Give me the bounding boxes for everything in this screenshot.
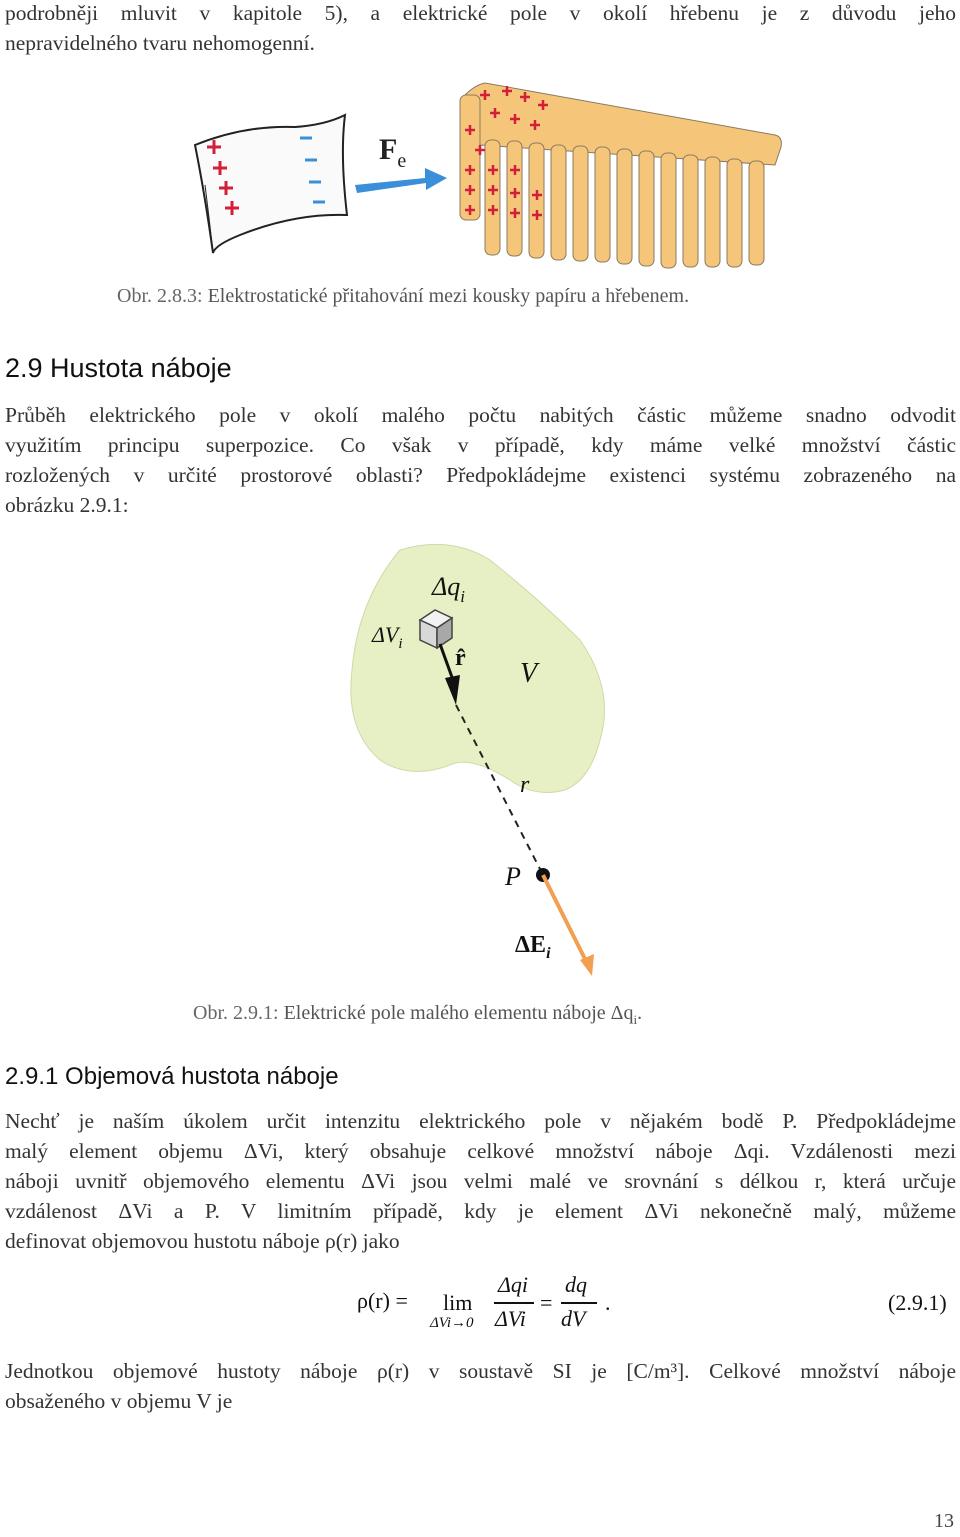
caption-text: Elektrostatické přitahování mezi kousky papíru a hřebenem. [202, 285, 690, 307]
eq-number: (2.9.1) [888, 1290, 947, 1315]
closing-line-2: obsaženého v objemu V je [5, 1389, 233, 1413]
subsection-title: 2.9.1 Objemová hustota náboje [5, 1063, 339, 1090]
caption2-sub: i [633, 1012, 638, 1027]
force-label: $F_e$ [379, 133, 407, 172]
caption2-text: Elektrické pole malého elementu náboje Δq [278, 1002, 634, 1024]
eq-den2: dV [561, 1306, 586, 1331]
comb-paper-figure [185, 75, 785, 275]
section-line-4: obrázku 2.9.1: [5, 493, 129, 517]
eq-num1: Δqi [498, 1272, 529, 1297]
eq-den1: ΔVi [495, 1306, 526, 1331]
eq-lim-sub: ΔVi→0 [430, 1315, 474, 1331]
section-line-2: využitím principu superpozice. Co však v případě, kdy máme velké množství částic [5, 433, 956, 457]
eq-fraction-bar-2 [561, 1302, 597, 1304]
sub-line-4: vzdálenost ΔVi a P. V limitním případě, kdy je element ΔVi nekonečně malý, můžeme [5, 1199, 956, 1223]
label-V: V [520, 658, 538, 689]
label-dq: $\Delta q_i$ [432, 572, 465, 606]
section-line-1: Průběh elektrického pole v okolí malého počtu nabitých částic můžeme snadno odvodit [5, 403, 956, 427]
intro-line-1: podrobněji mluvit v kapitole 5), a elektrické pole v okolí hřebenu je z důvodu jeho [5, 1, 956, 25]
eq-equals-2: = [540, 1290, 553, 1315]
label-r: r [520, 772, 530, 798]
sub-line-2: malý element objemu ΔVi, který obsahuje celkové množství náboje Δqi. Vzdálenosti mezi [5, 1139, 956, 1163]
label-rhat: r̂ [455, 645, 466, 671]
eq-dot: . [605, 1290, 611, 1315]
section-paragraph [5, 400, 956, 520]
label-P: P [505, 862, 521, 891]
label-dv: $\Delta V_i$ [372, 622, 403, 652]
sub-line-5: definovat objemovou hustotu náboje ρ(r) jako [5, 1229, 400, 1253]
caption2-end: . [637, 1002, 643, 1024]
section-title: 2.9 Hustota náboje [5, 353, 232, 383]
paper-piece [195, 115, 347, 253]
figure-caption-2-8-3 [117, 285, 689, 308]
comb [460, 83, 781, 268]
volume-blob [351, 544, 605, 792]
equation-2-9-1 [0, 1270, 960, 1340]
sub-line-1: Nechť je naším úkolem určit intenzitu elektrického pole v nějakém bodě P. Předpokládejme [5, 1109, 956, 1133]
closing-paragraph [5, 1356, 956, 1416]
figure-caption-2-9-1 [193, 1002, 642, 1028]
closing-line-1: Jednotkou objemové hustoty náboje ρ(r) v soustavě SI je [C/m³]. Celkové množství náboje [5, 1359, 956, 1383]
charge-element-figure [340, 540, 620, 985]
caption-label: Obr. 2.8.3: [117, 285, 203, 307]
section-line-3: rozložených v určité prostorové oblasti? Předpokládejme existenci systému zobrazeného na [5, 463, 956, 487]
sub-line-3: náboji uvnitř objemového elementu ΔVi jsou velmi malé ve srovnání s délkou r, která určuje [5, 1169, 956, 1193]
eq-fraction-bar-1 [494, 1302, 534, 1304]
intro-paragraph [5, 0, 956, 58]
intro-line-2: nepravidelného tvaru nehomogenní. [5, 31, 315, 55]
label-dE: $\Delta E_i$ [515, 932, 551, 962]
eq-lhs: ρ(r) = [357, 1288, 408, 1313]
eq-num2: dq [565, 1272, 587, 1297]
subsection-paragraph [5, 1106, 956, 1256]
eq-lim: lim [443, 1290, 473, 1315]
caption2-label: Obr. 2.9.1: [193, 1002, 279, 1024]
page-number: 13 [934, 1510, 954, 1532]
